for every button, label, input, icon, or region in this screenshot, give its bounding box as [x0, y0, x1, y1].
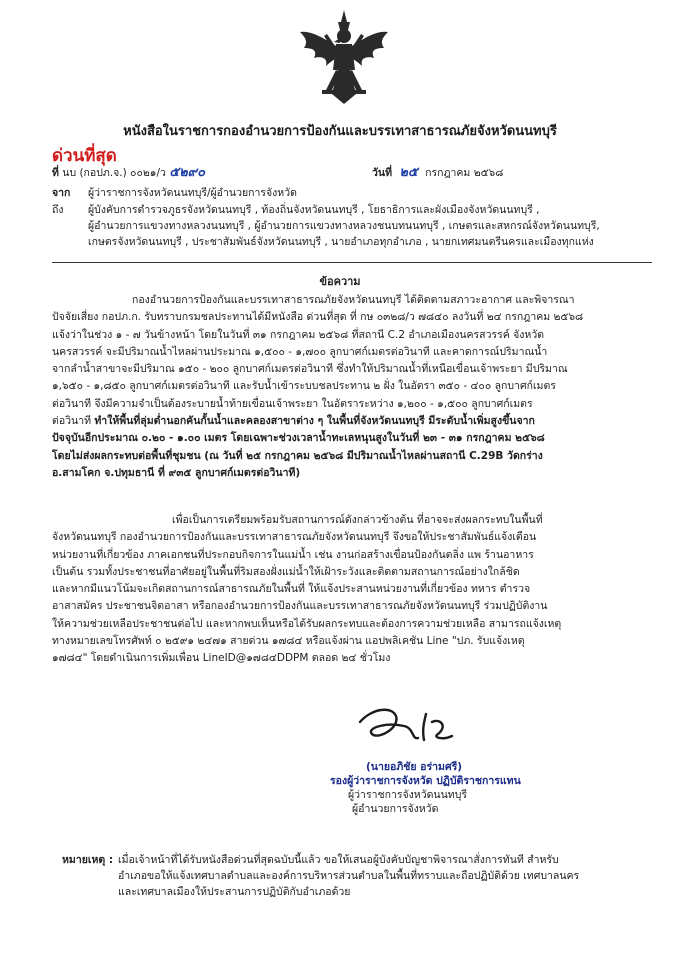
- para2-line: ให้ความช่วยเหลือประชาชนต่อไป และหากพบเห็นหรือได้รับผลกระทบและต้องการความช่วยเหลือ สามารถแจ้งเหตุ: [52, 617, 562, 630]
- to-label: ถึง: [52, 204, 64, 216]
- note-label: [62, 852, 113, 868]
- to-line: เกษตรจังหวัดนนทบุรี , ประชาสัมพันธ์จังหวัดนนทบุรี , นายอำเภอทุกอำเภอ , นายกเทศมนตรีนครและเมืองทุกแห่ง: [88, 236, 594, 248]
- garuda-emblem-icon: [296, 8, 392, 116]
- para2-line: เพื่อเป็นการเตรียมพร้อมรับสถานการณ์ดังกล่าวข้างต้น ที่อาจจะส่งผลกระทบในพื้นที่: [172, 514, 543, 526]
- to-line: ผู้อำนวยการแขวงทางหลวงนนทบุรี , ผู้อำนวยการแขวงทางหลวงชนบทนนทบุรี , เกษตรและสหกรณ์จังหวัดนนทบุรี,: [88, 220, 600, 232]
- note-line: และเทศบาลเมืองให้ประสานการปฏิบัติกับอำเภอด้วย: [118, 886, 351, 898]
- para2-line: ทางหมายเลขโทรศัพท์ ๐ ๒๕๙๑ ๒๔๗๑ สายด่วน ๑๗๘๔ หรือแจ้งผ่าน แอปพลิเคชัน Line "ปภ. รับแจ้งเหตุ: [52, 635, 525, 648]
- to-recipients: [88, 203, 648, 249]
- para1-line: แจ้งว่าในช่วง ๑ - ๗ วันข้างหน้า โดยในวันที่ ๓๑ กรกฎาคม ๒๕๖๘ ที่สถานี C.2 อำเภอเมืองนครสวรรค์ จังหวัด: [52, 328, 545, 341]
- reference-row: [52, 166, 205, 180]
- ref-text: นบ (กอปภ.จ.) ๐๐๒๑/ว: [62, 167, 166, 179]
- para1-line: กองอำนวยการป้องกันและบรรเทาสาธารณภัยจังหวัดนนทบุรี ได้ติดตามสภาวะอากาศ และพิจารณา: [132, 294, 575, 306]
- document-title: หนังสือในราชการกองอำนวยการป้องกันและบรรเทาสาธารณภัยจังหวัดนนทบุรี: [123, 124, 557, 139]
- paragraph-1: [52, 292, 652, 482]
- divider: [52, 262, 652, 263]
- signer-title-3: ผู้อำนวยการจังหวัด: [352, 803, 439, 815]
- date-label: วันที่: [372, 167, 392, 179]
- note-line: อำเภอขอให้แจ้งเทศบาลตำบลและองค์การบริหารส่วนตำบลในพื้นที่ทราบและถือปฏิบัติด้วย เทศบาลนคร: [118, 870, 580, 882]
- para1-mixed-prefix: ต่อวินาที: [52, 415, 92, 428]
- message-heading: ข้อความ: [319, 275, 361, 288]
- from-label: จาก: [52, 187, 71, 199]
- handwritten-signature-icon: [352, 700, 462, 750]
- ref-number-handwritten: ๕๒๙๐: [169, 165, 206, 180]
- para2-line: เป็นต้น รวมทั้งประชาชนที่อาศัยอยู่ในพื้นที่ริมสองฝั่งแม่น้ำให้เฝ้าระวังและติดตามสถานการณ์อย่างใกล้ชิด: [52, 565, 520, 578]
- signer-title-1: รองผู้ว่าราชการจังหวัด ปฏิบัติราชการแทน: [330, 775, 521, 787]
- date-day-handwritten: ๒๕: [399, 165, 418, 180]
- date-row: [372, 166, 503, 180]
- para1-bold-line: ปัจจุบันอีกประมาณ ๐.๒๐ - ๑.๐๐ เมตร โดยเฉพาะช่วงเวลาน้ำทะเลหนุนสูงในวันที่ ๒๓ - ๓๑ กรกฎาคม ๒๕๖๘: [52, 432, 545, 445]
- para2-line: และหากมีแนวโน้มจะเกิดสถานการณ์สาธารณภัยในพื้นที่ ให้แจ้งประสานหน่วยงานที่เกี่ยวข้อง ทหาร ตำรวจ: [52, 583, 531, 596]
- para1-line: ปัจจัยเสี่ยง กอปภ.ก. รับทราบกรมชลประทานได้มีหนังสือ ด่วนที่สุด ที่ กษ ๐๓๒๘/ว ๗๘๔๐ ลงวันที่ ๒๔ กรกฎาคม ๒๕๖๘: [52, 311, 584, 324]
- note-line: เมื่อเจ้าหน้าที่ได้รับหนังสือด่วนที่สุดฉบับนี้แล้ว ขอให้เสนอผู้บังคับบัญชาพิจารณาสั่งการทันที สำหรับ: [118, 854, 559, 866]
- para2-line: หน่วยงานที่เกี่ยวข้อง ภาคเอกชนที่ประกอบกิจการในแม่น้ำ เช่น งานก่อสร้างเขื่อนป้องกันตลิ่ง แพ ร้านอาหาร: [52, 548, 534, 561]
- para1-bold-line: ทำให้พื้นที่ลุ่มต่ำนอกคันกั้นน้ำและคลองสาขาต่าง ๆ ในพื้นที่จังหวัดนนทบุรี มีระดับน้ำเพิ่มสูงขึ้นจาก: [94, 415, 535, 428]
- para1-line: ต่อวินาที จึงมีความจำเป็นต้องระบายน้ำท้ายเขื่อนเจ้าพระยา ในอัตราระหว่าง ๑,๒๐๐ - ๑,๕๐๐ ลูกบาศก์เมตร: [52, 397, 533, 410]
- to-line: ผู้บังคับการตำรวจภูธรจังหวัดนนทบุรี , ท้องถิ่นจังหวัดนนทบุรี , โยธาธิการและผังเมืองจังหวัดนนทบุรี ,: [88, 204, 540, 216]
- para1-mixed-line: [52, 413, 652, 430]
- para2-line: อาสาสมัคร ประชาชนจิตอาสา หรือกองอำนวยการป้องกันและบรรเทาสาธารณภัยจังหวัดนนทบุรี ร่วมปฏิบัติงาน: [52, 600, 548, 613]
- note-body: [118, 852, 658, 900]
- from-row: [52, 186, 70, 200]
- signature-block: [330, 760, 570, 816]
- para1-line: จากลำน้ำสาขาจะมีปริมาณ ๑๕๐ - ๒๐๐ ลูกบาศก์เมตรต่อวินาที ซึ่งทำให้ปริมาณน้ำที่เหนือเขื่อนเจ้าพระยา มีปริมาณ: [52, 363, 568, 376]
- para2-line: จังหวัดนนทบุรี กองอำนวยการป้องกันและบรรเทาสาธารณภัยจังหวัดนนทบุรี จึงขอให้ประชาสัมพันธ์แจ้งเตือน: [52, 531, 537, 544]
- para1-bold-line: อ.สามโคก จ.ปทุมธานี ที่ ๙๓๕ ลูกบาศก์เมตรต่อวินาที): [52, 466, 301, 479]
- urgent-stamp: ด่วนที่สุด: [52, 146, 117, 166]
- para1-bold-line: โดยไม่ส่งผลกระทบต่อพื้นที่ชุมชน (ณ วันที่ ๒๕ กรกฎาคม ๒๕๖๘ มีปริมาณน้ำไหลผ่านสถานี C.29B วัดกร่าง: [52, 449, 543, 462]
- ref-label: ที่: [52, 167, 59, 179]
- para1-line: นครสวรรค์ จะมีปริมาณน้ำไหลผ่านประมาณ ๑,๕๐๐ - ๑,๗๐๐ ลูกบาศก์เมตรต่อวินาที และคาดการณ์ปริมาณน้ำ: [52, 345, 548, 358]
- paragraph-2: [52, 512, 652, 668]
- para2-line: ๑๗๘๔" โดยดำเนินการเพิ่มเพื่อน LineID@๑๗๘๔DDPM ตลอด ๒๔ ชั่วโมง: [52, 652, 391, 665]
- date-rest: กรกฎาคม ๒๕๖๘: [425, 167, 504, 179]
- signer-name: (นายอภิชัย อร่ามศรี): [366, 761, 463, 773]
- signer-title-2: ผู้ว่าราชการจังหวัดนนทบุรี: [348, 789, 467, 801]
- para1-line: ๑,๖๕๐ - ๑,๘๕๐ ลูกบาศก์เมตรต่อวินาที และรับน้ำเข้าระบบชลประทาน ๒ ฝั่ง ในอัตรา ๓๕๐ - ๔๐๐ ลูกบาศก์เมตร: [52, 380, 556, 393]
- note-label-text: หมายเหตุ :: [62, 854, 114, 866]
- from-text: ผู้ว่าราชการจังหวัดนนทบุรี/ผู้อำนวยการจังหวัด: [88, 187, 297, 199]
